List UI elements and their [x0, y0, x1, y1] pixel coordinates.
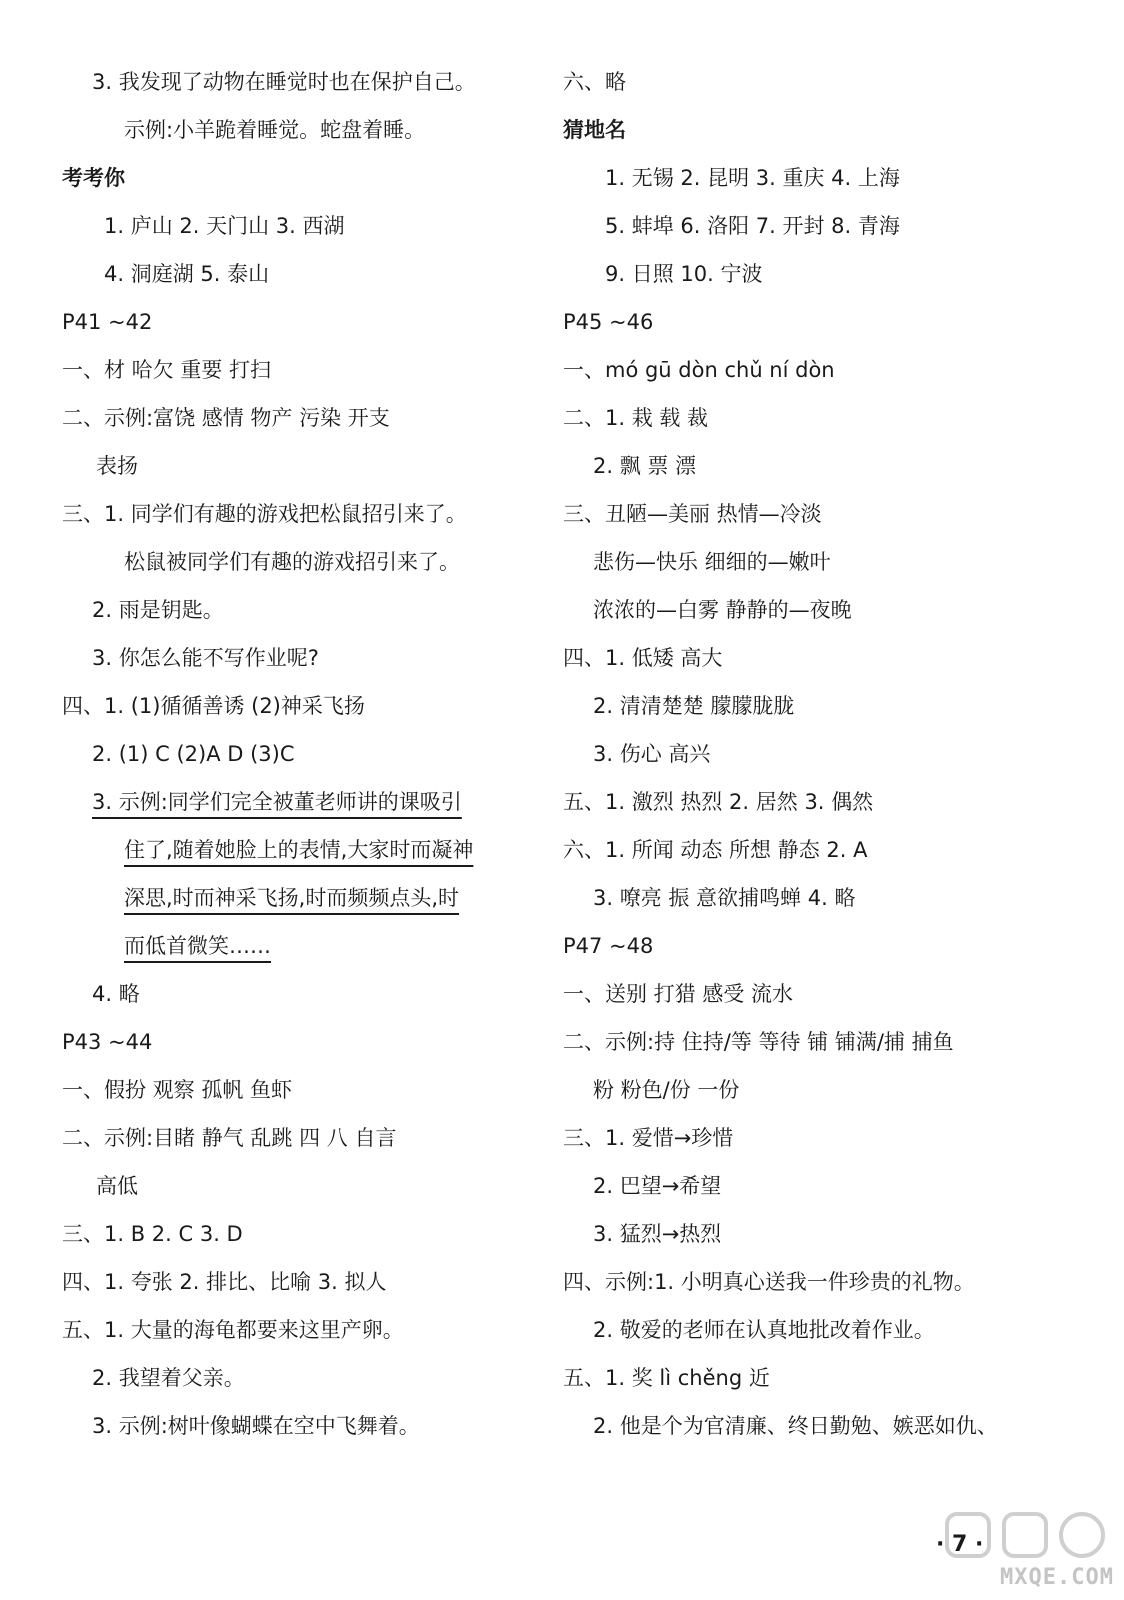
left-answer-line — [62, 58, 532, 106]
right-answer-line — [563, 394, 1063, 442]
answer-text: 四、1. 低矮 高大 — [563, 646, 723, 670]
right-answer-line — [563, 202, 1063, 250]
answer-text: 悲伤—快乐 细细的—嫩叶 — [593, 550, 831, 574]
answer-text: 二、示例:目睹 静气 乱跳 四 八 自言 — [62, 1126, 397, 1150]
answer-text: 五、1. 奖 lì chěng 近 — [563, 1366, 770, 1390]
left-answer-line — [62, 730, 532, 778]
answer-text: 松鼠被同学们有趣的游戏招引来了。 — [124, 550, 460, 574]
left-answer-line — [62, 538, 532, 586]
answer-text: 3. 伤心 高兴 — [593, 742, 711, 766]
right-answer-line — [563, 1114, 1063, 1162]
right-answer-line — [563, 1066, 1063, 1114]
left-answer-line — [62, 394, 532, 442]
watermark-text: MXQE.COM — [1000, 1565, 1114, 1590]
watermark-glyph-icon — [945, 1512, 991, 1558]
answer-text: 3. 嘹亮 振 意欲捕鸣蝉 4. 略 — [593, 886, 856, 910]
answer-text: 深思,时而神采飞扬,时而频频点头,时 — [124, 886, 460, 910]
left-answer-line — [62, 1306, 532, 1354]
left-answer-line — [62, 586, 532, 634]
right-answer-line — [563, 826, 1063, 874]
right-answer-line — [563, 1402, 1063, 1450]
answer-text: 3. 我发现了动物在睡觉时也在保护自己。 — [92, 70, 476, 94]
left-answer-line — [62, 874, 532, 922]
right-answer-line — [563, 346, 1063, 394]
answer-text: 二、示例:持 住持/等 等待 铺 铺满/捕 捕鱼 — [563, 1030, 954, 1054]
left-answer-line — [62, 490, 532, 538]
answer-text: 四、1. 夸张 2. 排比、比喻 3. 拟人 — [62, 1270, 387, 1294]
right-answer-line — [563, 250, 1063, 298]
answer-text: 2. 敬爱的老师在认真地批改着作业。 — [593, 1318, 935, 1342]
left-answer-column — [62, 58, 532, 1450]
watermark-logo-icon — [940, 1506, 1110, 1564]
right-answer-line — [563, 58, 1063, 106]
right-answer-line — [563, 1018, 1063, 1066]
answer-text: 3. 示例:同学们完全被董老师讲的课吸引 — [92, 790, 462, 814]
answer-text: 三、1. B 2. C 3. D — [62, 1222, 243, 1246]
left-answer-line — [62, 1162, 532, 1210]
left-answer-line — [62, 250, 532, 298]
right-answer-line — [563, 1354, 1063, 1402]
answer-text: 3. 猛烈→热烈 — [593, 1222, 722, 1246]
right-answer-column — [563, 58, 1063, 1450]
answer-text: 一、材 哈欠 重要 打扫 — [62, 358, 272, 382]
answer-text: 9. 日照 10. 宁波 — [605, 262, 763, 286]
answer-text: 三、1. 同学们有趣的游戏把松鼠招引来了。 — [62, 502, 467, 526]
right-answer-line — [563, 682, 1063, 730]
right-answer-line — [563, 970, 1063, 1018]
answer-text: 一、mó gū dòn chǔ ní dòn — [563, 358, 835, 382]
answer-text: 猜地名 — [563, 118, 626, 142]
answer-text: 1. 庐山 2. 天门山 3. 西湖 — [104, 214, 345, 238]
answer-text: 高低 — [96, 1174, 138, 1198]
answer-text: 二、1. 栽 载 裁 — [563, 406, 709, 430]
left-answer-line — [62, 634, 532, 682]
answer-text: 2. 清清楚楚 朦朦胧胧 — [593, 694, 795, 718]
right-answer-line — [563, 1210, 1063, 1258]
answer-text: P45 ~46 — [563, 310, 654, 334]
watermark-glyph-icon — [1059, 1512, 1105, 1558]
left-answer-line — [62, 826, 532, 874]
answer-text: 三、丑陋—美丽 热情—冷淡 — [563, 502, 822, 526]
answer-text: 四、示例:1. 小明真心送我一件珍贵的礼物。 — [563, 1270, 975, 1294]
answer-text: 一、送别 打猎 感受 流水 — [563, 982, 794, 1006]
left-answer-line — [62, 154, 532, 202]
right-answer-line — [563, 730, 1063, 778]
answer-text: 4. 略 — [92, 982, 140, 1006]
right-answer-line — [563, 1306, 1063, 1354]
left-answer-line — [62, 106, 532, 154]
left-answer-line — [62, 1210, 532, 1258]
right-answer-line — [563, 1162, 1063, 1210]
left-answer-line — [62, 442, 532, 490]
right-answer-line — [563, 634, 1063, 682]
left-answer-line — [62, 202, 532, 250]
answer-text: 六、略 — [563, 70, 626, 94]
answer-text: 浓浓的—白雾 静静的—夜晚 — [593, 598, 852, 622]
answer-text: 考考你 — [62, 166, 125, 190]
right-answer-line — [563, 106, 1063, 154]
right-answer-line — [563, 442, 1063, 490]
answer-text: 1. 无锡 2. 昆明 3. 重庆 4. 上海 — [605, 166, 900, 190]
left-answer-line — [62, 778, 532, 826]
answer-text: P47 ~48 — [563, 934, 654, 958]
answer-text: 五、1. 激烈 热烈 2. 居然 3. 偶然 — [563, 790, 874, 814]
answer-text: 表扬 — [96, 454, 138, 478]
answer-text: P43 ~44 — [62, 1030, 153, 1054]
left-answer-line — [62, 922, 532, 970]
answer-text: 粉 粉色/份 一份 — [593, 1078, 740, 1102]
answer-text: 二、示例:富饶 感情 物产 污染 开支 — [62, 406, 390, 430]
answer-text: 3. 示例:树叶像蝴蝶在空中飞舞着。 — [92, 1414, 420, 1438]
answer-text: 一、假扮 观察 孤帆 鱼虾 — [62, 1078, 293, 1102]
right-answer-line — [563, 298, 1063, 346]
answer-text: 3. 你怎么能不写作业呢? — [92, 646, 319, 670]
answer-text: 六、1. 所闻 动态 所想 静态 2. A — [563, 838, 868, 862]
right-answer-line — [563, 1258, 1063, 1306]
answer-text: P41 ~42 — [62, 310, 153, 334]
left-answer-line — [62, 346, 532, 394]
answer-text: 2. 雨是钥匙。 — [92, 598, 224, 622]
answer-text: 2. 飘 票 漂 — [593, 454, 697, 478]
answer-text: 示例:小羊跪着睡觉。蛇盘着睡。 — [124, 118, 426, 142]
left-answer-line — [62, 1066, 532, 1114]
answer-text: 而低首微笑…… — [124, 934, 271, 958]
page-number: · 7 · — [936, 1532, 984, 1557]
left-answer-line — [62, 1402, 532, 1450]
answer-text: 三、1. 爱惜→珍惜 — [563, 1126, 734, 1150]
answer-text: 2. (1) C (2)A D (3)C — [92, 742, 295, 766]
answer-text: 4. 洞庭湖 5. 泰山 — [104, 262, 270, 286]
watermark-glyph-icon — [1002, 1512, 1048, 1558]
left-answer-line — [62, 1018, 532, 1066]
answer-text: 2. 巴望→希望 — [593, 1174, 722, 1198]
answer-text: 2. 他是个为官清廉、终日勤勉、嫉恶如仇、 — [593, 1414, 998, 1438]
left-answer-line — [62, 1258, 532, 1306]
answer-text: 住了,随着她脸上的表情,大家时而凝神 — [124, 838, 474, 862]
answer-text: 2. 我望着父亲。 — [92, 1366, 245, 1390]
right-answer-line — [563, 922, 1063, 970]
right-answer-line — [563, 586, 1063, 634]
right-answer-line — [563, 874, 1063, 922]
left-answer-line — [62, 1354, 532, 1402]
left-answer-line — [62, 298, 532, 346]
right-answer-line — [563, 490, 1063, 538]
answer-text: 四、1. (1)循循善诱 (2)神采飞扬 — [62, 694, 365, 718]
right-answer-line — [563, 538, 1063, 586]
left-answer-line — [62, 682, 532, 730]
right-answer-line — [563, 778, 1063, 826]
answer-text: 五、1. 大量的海龟都要来这里产卵。 — [62, 1318, 404, 1342]
right-answer-line — [563, 154, 1063, 202]
left-answer-line — [62, 970, 532, 1018]
answer-text: 5. 蚌埠 6. 洛阳 7. 开封 8. 青海 — [605, 214, 900, 238]
left-answer-line — [62, 1114, 532, 1162]
